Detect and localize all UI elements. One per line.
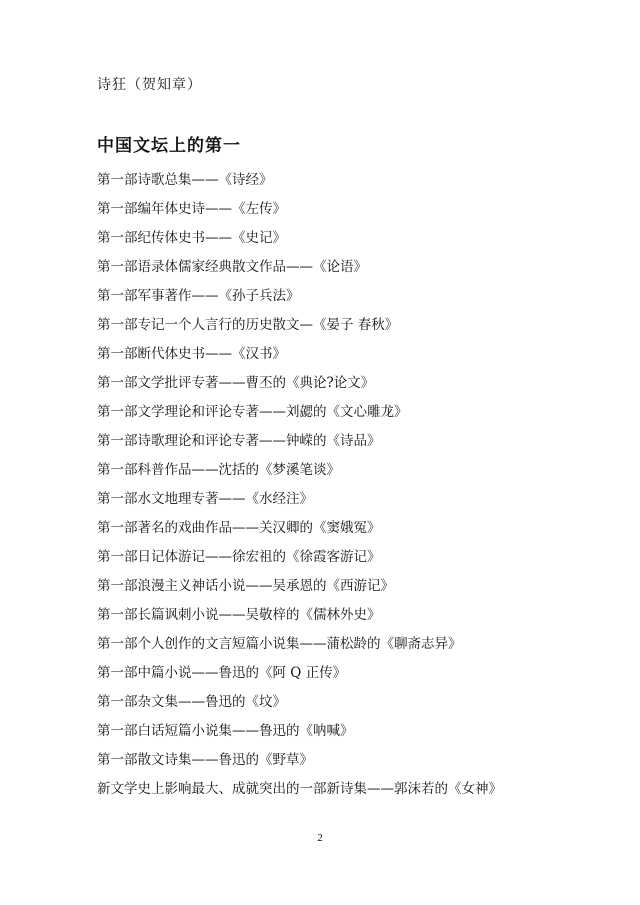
list-item: 第一部军事著作——《孙子兵法》 bbox=[97, 288, 300, 304]
list-item: 第一部白话短篇小说集——鲁迅的《呐喊》 bbox=[97, 723, 354, 739]
list-item: 第一部断代体史书——《汉书》 bbox=[97, 346, 286, 362]
firsts-list bbox=[97, 170, 502, 808]
list-item: 第一部文学理论和评论专著——刘勰的《文心雕龙》 bbox=[97, 404, 408, 420]
list-item: 第一部杂文集——鲁迅的《坟》 bbox=[97, 694, 286, 710]
list-item: 第一部散文诗集——鲁迅的《野草》 bbox=[97, 752, 313, 768]
list-item: 第一部浪漫主义神话小说——吴承恩的《西游记》 bbox=[97, 578, 394, 594]
list-item: 第一部水文地理专著——《水经注》 bbox=[97, 491, 313, 507]
list-item: 第一部中篇小说——鲁迅的《阿 Q 正传》 bbox=[97, 665, 347, 681]
list-item: 第一部语录体儒家经典散文作品——《论语》 bbox=[97, 259, 367, 275]
page-number: 2 bbox=[317, 832, 323, 844]
list-item: 第一部诗歌总集——《诗经》 bbox=[97, 172, 273, 188]
list-item: 第一部长篇讽刺小说——吴敬梓的《儒林外史》 bbox=[97, 607, 381, 623]
list-item: 第一部科普作品——沈括的《梦溪笔谈》 bbox=[97, 462, 340, 478]
list-item: 第一部专记一个人言行的历史散文—《晏子 春秋》 bbox=[97, 317, 399, 333]
list-item: 第一部文学批评专著——曹丕的《典论?论文》 bbox=[97, 375, 375, 391]
list-item: 第一部纪传体史书——《史记》 bbox=[97, 230, 286, 246]
list-item: 新文学史上影响最大、成就突出的一部新诗集——郭沫若的《女神》 bbox=[97, 781, 502, 797]
list-item: 第一部著名的戏曲作品——关汉卿的《窦娥冤》 bbox=[97, 520, 381, 536]
section-title: 中国文坛上的第一 bbox=[97, 136, 241, 156]
list-item: 第一部诗歌理论和评论专著——钟嵘的《诗品》 bbox=[97, 433, 381, 449]
list-item: 第一部日记体游记——徐宏祖的《徐霞客游记》 bbox=[97, 549, 381, 565]
list-item: 第一部个人创作的文言短篇小说集——蒲松龄的《聊斋志异》 bbox=[97, 636, 462, 652]
intro-line: 诗狂（贺知章） bbox=[97, 77, 202, 93]
list-item: 第一部编年体史诗——《左传》 bbox=[97, 201, 286, 217]
